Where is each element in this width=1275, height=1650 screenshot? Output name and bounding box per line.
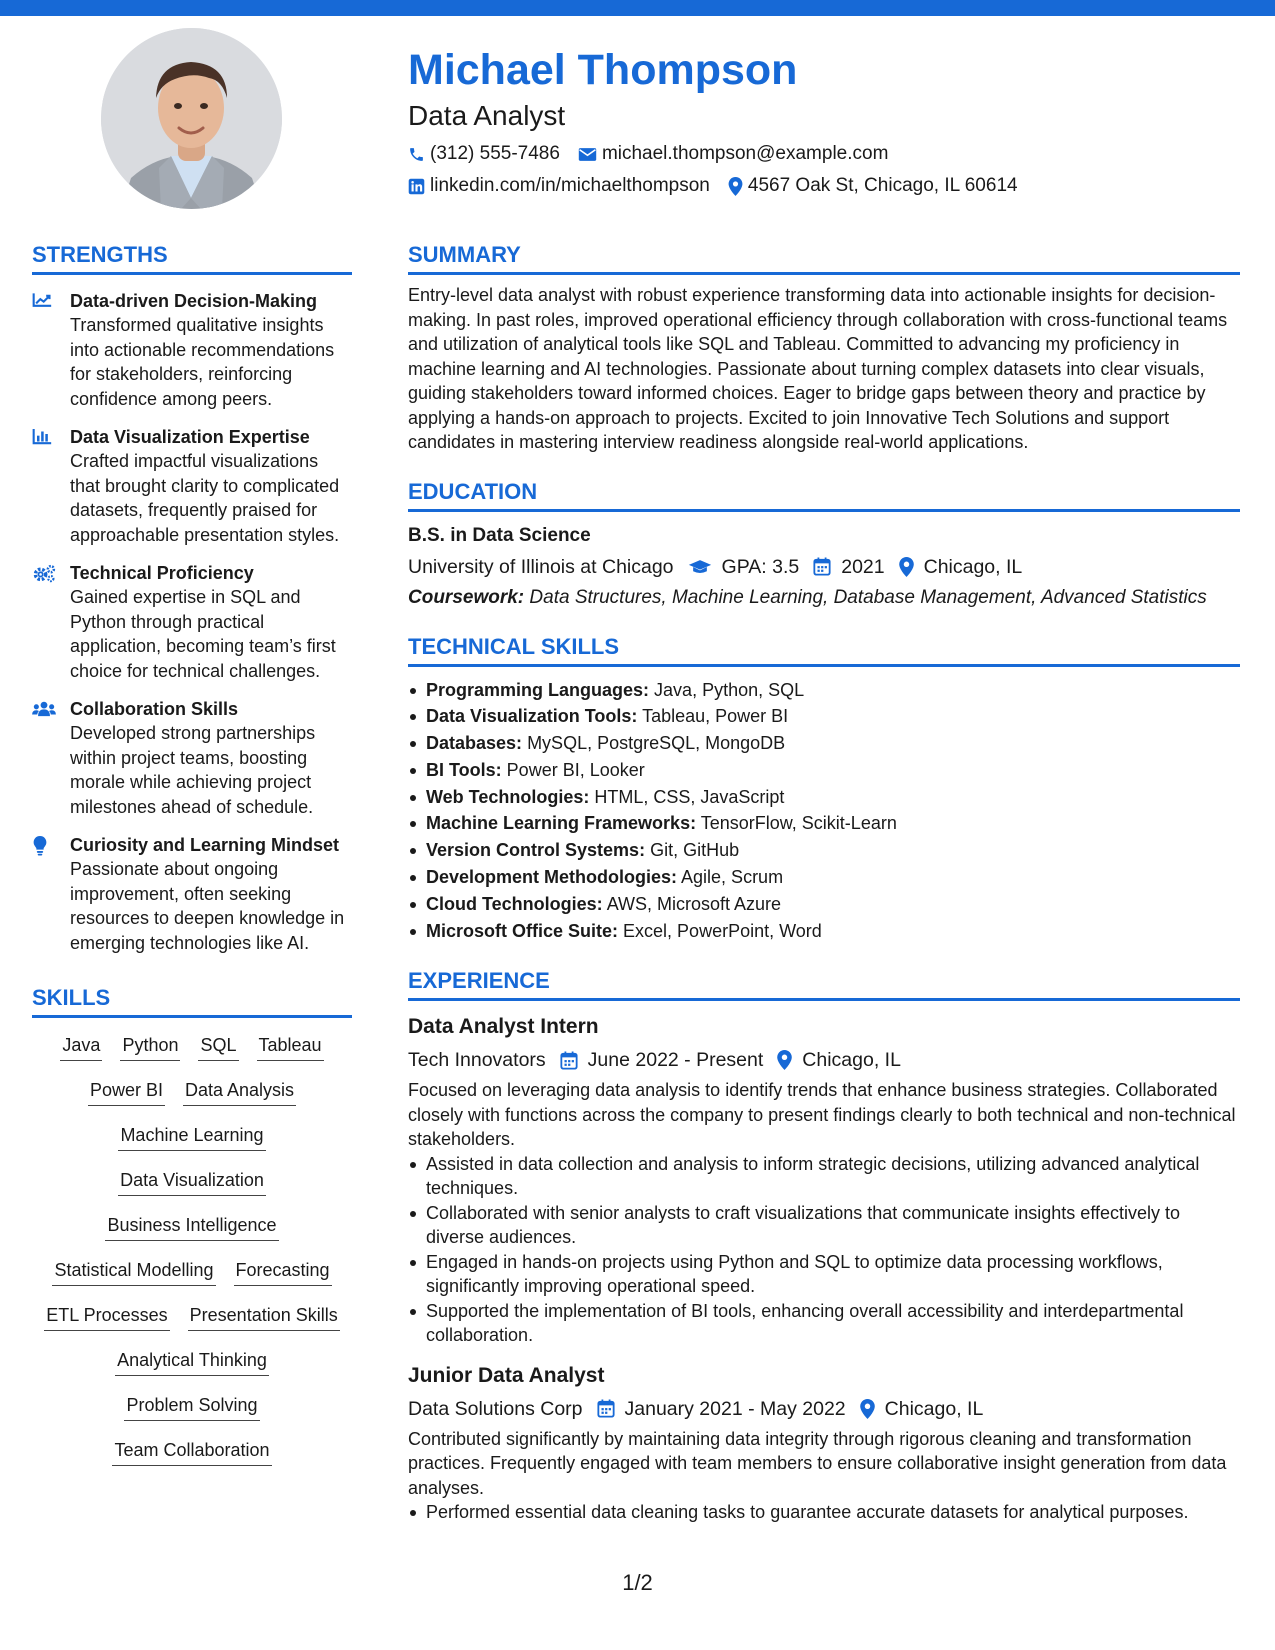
address-text: 4567 Oak St, Chicago, IL 60614 xyxy=(747,175,1018,196)
list-item: Collaborated with senior analysts to craft visualizations that communicate insights effectively to diverse audiences. xyxy=(408,1201,1240,1250)
education-meta xyxy=(408,553,1240,581)
job-bullets xyxy=(408,1152,1240,1348)
summary-heading: SUMMARY xyxy=(408,240,1240,275)
skill-row xyxy=(32,1212,352,1257)
job-meta xyxy=(408,1046,1240,1074)
candidate-role: Data Analyst xyxy=(408,100,566,131)
skill-row xyxy=(32,1392,352,1437)
skill-tag: Team Collaboration xyxy=(112,1437,271,1466)
strength-item xyxy=(32,425,352,547)
skill-tag: Forecasting xyxy=(234,1257,332,1286)
job-title: Data Analyst Intern xyxy=(408,1015,599,1039)
calendar-icon xyxy=(597,1399,615,1418)
page-number: 1/2 xyxy=(622,1570,653,1595)
skills-list xyxy=(32,1032,352,1482)
list-item: Programming Languages: Java, Python, SQL xyxy=(408,677,1240,704)
email-text: michael.thompson@example.com xyxy=(601,143,889,164)
list-item: Version Control Systems: Git, GitHub xyxy=(408,837,1240,864)
list-item: Machine Learning Frameworks: TensorFlow, Scikit-Learn xyxy=(408,810,1240,837)
map-pin-icon xyxy=(777,1050,792,1070)
education-year: 2021 xyxy=(813,553,884,581)
job-title: Junior Data Analyst xyxy=(408,1363,605,1387)
education-heading: EDUCATION xyxy=(408,477,1240,512)
chart-line-icon xyxy=(32,292,52,308)
phone-text: (312) 555-7486 xyxy=(430,143,560,164)
job-location: Chicago, IL xyxy=(860,1395,984,1423)
right-column xyxy=(408,240,1240,1525)
skill-tag: Statistical Modelling xyxy=(52,1257,215,1286)
skill-tag: ETL Processes xyxy=(44,1302,169,1331)
list-item: Performed essential data cleaning tasks to guarantee accurate datasets for analytical purposes. xyxy=(408,1500,1240,1525)
education-degree: B.S. in Data Science xyxy=(408,524,591,546)
skill-tag: Analytical Thinking xyxy=(115,1347,269,1376)
gears-icon xyxy=(32,564,56,583)
strength-item xyxy=(32,833,352,955)
job-location: Chicago, IL xyxy=(777,1046,901,1074)
linkedin-text: linkedin.com/in/michaelthompson xyxy=(430,175,710,196)
calendar-icon xyxy=(813,557,831,576)
calendar-icon xyxy=(560,1051,578,1070)
strength-title: Collaboration Skills xyxy=(70,699,239,719)
strength-item xyxy=(32,561,352,683)
skill-row xyxy=(32,1257,352,1302)
skill-tag: Data Visualization xyxy=(118,1167,266,1196)
map-pin-icon xyxy=(899,557,914,577)
strengths-heading: STRENGTHS xyxy=(32,240,352,275)
skill-row xyxy=(32,1347,352,1392)
technical-skills-list xyxy=(408,677,1240,945)
resume-header xyxy=(408,40,1228,198)
strength-desc: Crafted impactful visualizations that brought clarity to complicated datasets, frequently praised for approachable presentation styles. xyxy=(70,451,340,545)
list-item: Web Technologies: HTML, CSS, JavaScript xyxy=(408,784,1240,811)
list-item: BI Tools: Power BI, Looker xyxy=(408,757,1240,784)
strength-title: Data-driven Decision-Making xyxy=(70,291,318,311)
strength-item xyxy=(32,697,352,819)
education-coursework: Coursework: Data Structures, Machine Learning, Database Management, Advanced Statistics xyxy=(408,586,1207,608)
address-contact xyxy=(728,174,1018,198)
skill-tag: Java xyxy=(60,1032,102,1061)
education-location: Chicago, IL xyxy=(899,553,1023,581)
left-column xyxy=(32,240,352,1482)
bar-chart-icon xyxy=(32,428,52,445)
list-item: Assisted in data collection and analysis to inform strategic decisions, utilizing advanced analytical techniques. xyxy=(408,1152,1240,1201)
job-dates: June 2022 - Present xyxy=(560,1046,764,1074)
candidate-name: Michael Thompson xyxy=(408,46,798,94)
list-item: Databases: MySQL, PostgreSQL, MongoDB xyxy=(408,730,1240,757)
strength-desc: Gained expertise in SQL and Python through practical application, becoming team’s first choice for technical challenges. xyxy=(70,587,336,681)
top-accent-bar xyxy=(0,0,1275,16)
job-dates: January 2021 - May 2022 xyxy=(597,1395,846,1423)
skill-tag: SQL xyxy=(198,1032,238,1061)
skill-tag: Power BI xyxy=(88,1077,165,1106)
strength-desc: Transformed qualitative insights into actionable recommendations for stakeholders, reinforcing confidence among peers. xyxy=(70,315,335,409)
skill-tag: Problem Solving xyxy=(124,1392,259,1421)
graduation-cap-icon xyxy=(688,559,712,575)
email-icon xyxy=(578,147,597,162)
skill-tag: Machine Learning xyxy=(118,1122,265,1151)
skill-row xyxy=(32,1302,352,1347)
users-icon xyxy=(32,700,56,717)
skill-tag: Data Analysis xyxy=(183,1077,296,1106)
job-company: Data Solutions Corp xyxy=(408,1397,583,1420)
job-meta xyxy=(408,1395,1240,1423)
skill-row xyxy=(32,1077,352,1122)
contact-row-1 xyxy=(408,142,1228,166)
experience-heading: EXPERIENCE xyxy=(408,966,1240,1001)
technical-skills-heading: TECHNICAL SKILLS xyxy=(408,632,1240,667)
lightbulb-icon xyxy=(32,836,48,856)
list-item: Cloud Technologies: AWS, Microsoft Azure xyxy=(408,891,1240,918)
list-item: Development Methodologies: Agile, Scrum xyxy=(408,864,1240,891)
avatar-illustration xyxy=(101,28,282,209)
linkedin-icon xyxy=(408,178,425,195)
skill-tag: Python xyxy=(120,1032,180,1061)
map-pin-icon xyxy=(860,1399,875,1419)
map-pin-icon xyxy=(728,177,743,196)
skill-row xyxy=(32,1122,352,1167)
strength-item xyxy=(32,289,352,411)
job-description: Focused on leveraging data analysis to identify trends that enhance business strategies. Collaborated closely with functions across the company to present findings clearly to both technical and non-technical stakeholders. xyxy=(408,1080,1236,1150)
education-school: University of Illinois at Chicago xyxy=(408,555,674,578)
list-item: Microsoft Office Suite: Excel, PowerPoint, Word xyxy=(408,918,1240,945)
skills-heading: SKILLS xyxy=(32,983,352,1018)
skill-row xyxy=(32,1167,352,1212)
skill-tag: Business Intelligence xyxy=(105,1212,278,1241)
skill-row xyxy=(32,1437,352,1482)
contact-row-2 xyxy=(408,174,1228,198)
email-contact[interactable] xyxy=(578,142,888,166)
list-item: Data Visualization Tools: Tableau, Power BI xyxy=(408,703,1240,730)
strength-title: Curiosity and Learning Mindset xyxy=(70,835,340,855)
phone-icon xyxy=(408,146,425,163)
phone-contact[interactable] xyxy=(408,142,560,166)
strength-title: Data Visualization Expertise xyxy=(70,427,310,447)
education-gpa: GPA: 3.5 xyxy=(688,553,800,581)
skill-row xyxy=(32,1032,352,1077)
skill-tag: Tableau xyxy=(257,1032,324,1061)
job-company: Tech Innovators xyxy=(408,1049,546,1072)
list-item: Engaged in hands-on projects using Python and SQL to optimize data processing workflows, significantly improving operational speed. xyxy=(408,1250,1240,1299)
strength-title: Technical Proficiency xyxy=(70,563,254,583)
profile-photo xyxy=(101,28,282,209)
job-description: Contributed significantly by maintaining data integrity through rigorous cleaning and transformation practices. Frequently engaged with team members to ensure collaborative insight generation from data analyses. xyxy=(408,1428,1227,1498)
strength-desc: Developed strong partnerships within project teams, boosting morale while achieving project milestones ahead of schedule. xyxy=(70,723,316,817)
list-item: Supported the implementation of BI tools, enhancing overall accessibility and interdepartmental collaboration. xyxy=(408,1299,1240,1348)
skill-tag: Presentation Skills xyxy=(188,1302,340,1331)
strength-desc: Passionate about ongoing improvement, often seeking resources to deepen knowledge in emerging technologies like AI. xyxy=(70,859,345,953)
job-bullets xyxy=(408,1500,1240,1525)
summary-text: Entry-level data analyst with robust experience transforming data into actionable insights for decision-making. In past roles, improved operational efficiency through collaboration with cross-functional teams and utilization of analytical tools like SQL and Tableau. Committed to advancing my proficiency in machine learning and AI technologies. Passionate about turning complex datasets into clear visuals, guiding stakeholders toward informed choices. Eager to bridge gaps between theory and practice by applying a hands-on approach to projects. Excited to join Innovative Tech Solutions and support candidates in mastering interview readiness alongside real-world applications. xyxy=(408,285,1228,452)
linkedin-contact[interactable] xyxy=(408,174,710,198)
